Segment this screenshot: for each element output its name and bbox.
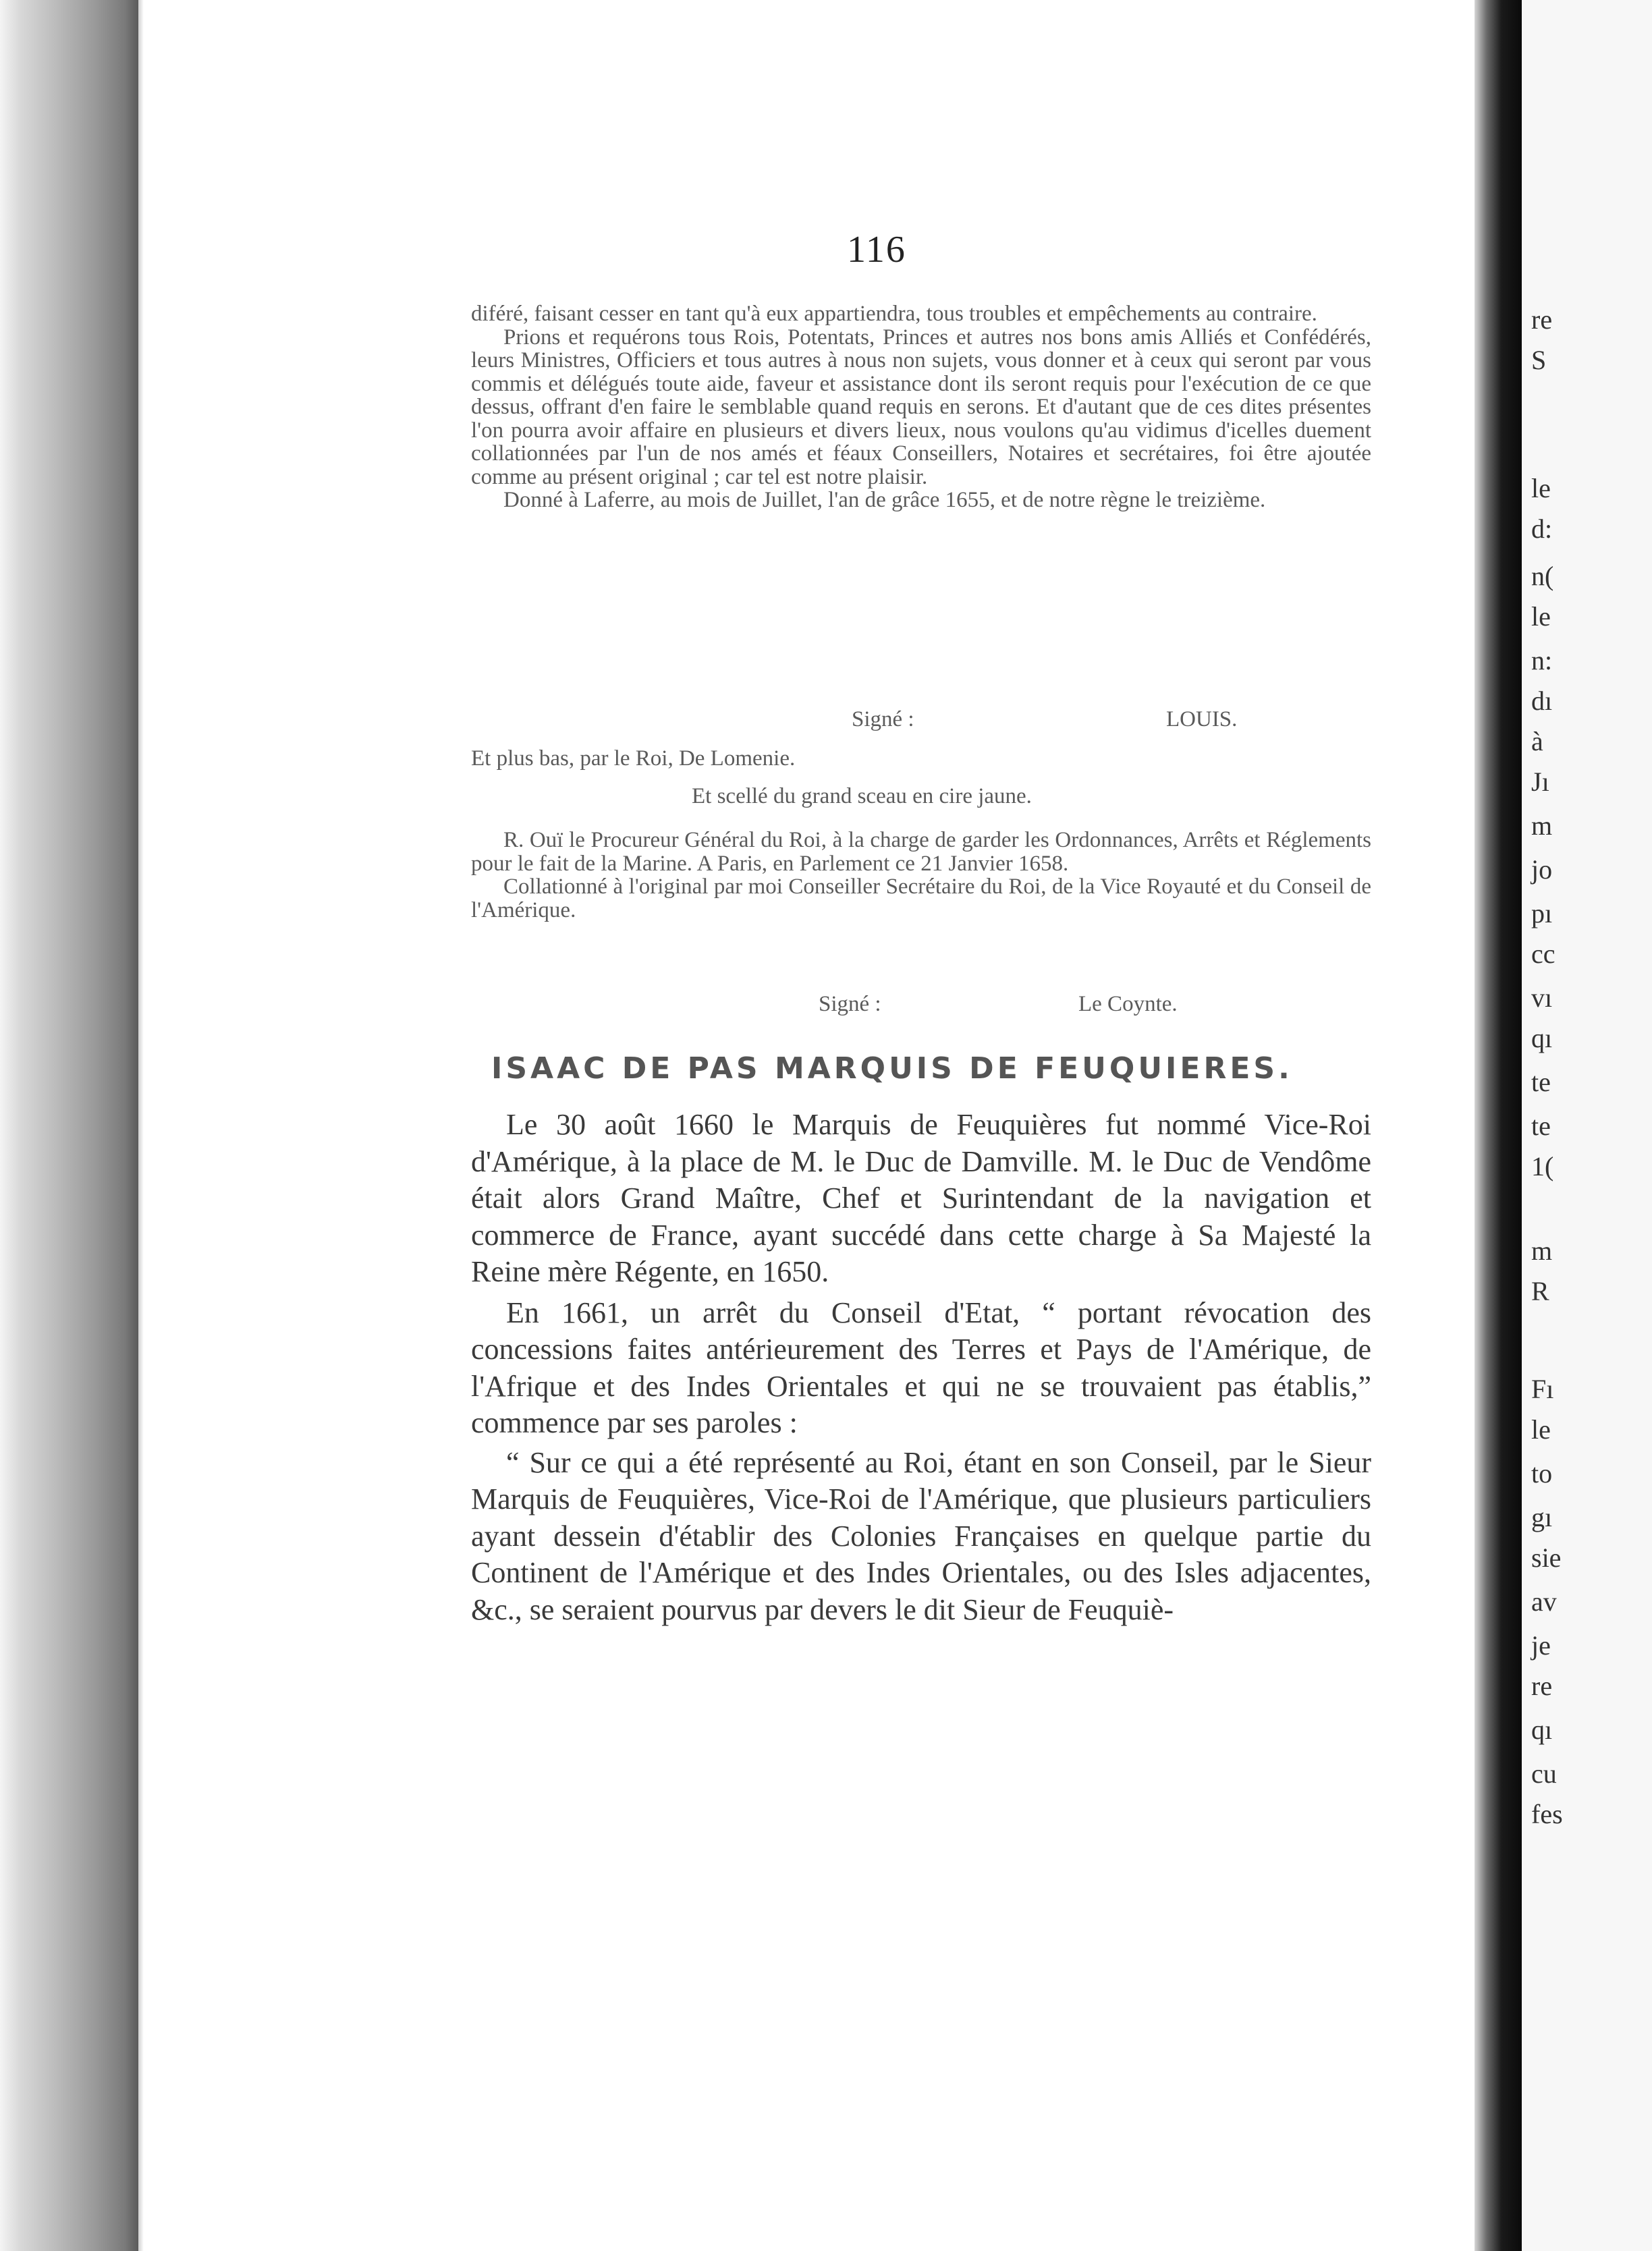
facing-page-fragment: to xyxy=(1531,1458,1553,1489)
facing-page-fragment: m xyxy=(1531,1235,1553,1266)
facing-page-fragment: n( xyxy=(1531,561,1554,591)
facing-page-fragment: cu xyxy=(1531,1758,1557,1789)
body-paragraph: “ Sur ce qui a été représenté au Roi, étant en son Conseil, par le Sieur Marquis de Feuquières, Vice-Roi de l'Amérique, que plusieurs particuliers ayant dessein d'établir des Colonies Françaises en quelque partie du Continent de l'Amérique et des Indes Orientales, ou des Isles adjacentes, &c., se seraient pourvus par devers le dit Sieur de Feuquiè- xyxy=(471,1445,1371,1626)
signature-label: Signé : xyxy=(852,707,914,731)
facing-page-fragment: av xyxy=(1531,1586,1557,1617)
edict-text xyxy=(471,302,1371,512)
facing-page-fragment: re xyxy=(1531,1671,1553,1701)
facing-page-fragment: te xyxy=(1531,1111,1551,1141)
facing-page-fragment: re xyxy=(1531,304,1553,335)
facing-page-edge xyxy=(1522,0,1652,2251)
facing-page-fragment: dı xyxy=(1531,686,1553,716)
book-gutter xyxy=(1475,0,1522,2251)
signature-name: LOUIS. xyxy=(1166,707,1238,731)
registration-paragraph: Collationné à l'original par moi Conseiller Secrétaire du Roi, de la Vice Royauté et du Conseil de l'Amérique. xyxy=(471,874,1371,922)
facing-page-fragment: Fı xyxy=(1531,1374,1554,1404)
signature-name: Le Coynte. xyxy=(1078,992,1178,1016)
facing-page-fragment: fes xyxy=(1531,1799,1563,1829)
body-paragraph: En 1661, un arrêt du Conseil d'Etat, “ portant révocation des concessions faites antérieurement des Terres et Pays de l'Amérique, de l'Afrique et des Indes Orientales et qui ne se trouvaient pas établis,” commence par ses paroles : xyxy=(471,1296,1371,1439)
facing-page-fragment: gı xyxy=(1531,1502,1553,1532)
facing-page-fragment: te xyxy=(1531,1067,1551,1097)
registration-paragraph: R. Ouï le Procureur Général du Roi, à la charge de garder les Ordonnances, Arrêts et Réglements pour le fait de la Marine. A Paris, en Parlement ce 21 Janvier 1658. xyxy=(471,828,1371,876)
registration-text xyxy=(471,829,1371,922)
edict-paragraph: Prions et requérons tous Rois, Potentats, Princes et autres nos bons amis Alliés et Confédérés, leurs Ministres, Officiers et tous autres à nous non sujets, vous donner et à ceux qui seront par vous commis et délégués toute aide, faveur et assistance dont ils seront requis pour l'exécution de ce que dessus, offrant d'en faire le semblable quand requis en serons. Et d'autant que de ces dites présentes l'on pourra avoir affaire en plusieurs et divers lieux, nous voulons qu'au vidimus d'icelles duement collationnées par l'un de nos amés et féaux Conseillers, Notaires et secrétaires, foi être ajoutée comme au présent original ; car tel est notre plaisir. xyxy=(471,325,1371,489)
facing-page-fragment: qı xyxy=(1531,1023,1553,1053)
facing-page-fragment: le xyxy=(1531,1414,1551,1445)
facing-page-fragment: pı xyxy=(1531,898,1553,928)
body-paragraph: Le 30 août 1660 le Marquis de Feuquières fut nommé Vice-Roi d'Amérique, à la place de M. le Duc de Damville. M. le Duc de Vendôme était alors Grand Maître, Chef et Surintendant de la navigation et commerce de France, ayant succédé dans cette charge à Sa Majesté la Reine mère Régente, en 1650. xyxy=(471,1108,1371,1288)
facing-page-fragment: d: xyxy=(1531,513,1553,544)
facing-page-fragment: R xyxy=(1531,1276,1549,1306)
facing-page-fragment: à xyxy=(1531,726,1543,756)
facing-page-fragment: m xyxy=(1531,810,1553,841)
facing-page-fragment: le xyxy=(1531,601,1551,632)
facing-page-fragment: qı xyxy=(1531,1715,1553,1745)
facing-page-fragment: S xyxy=(1531,345,1547,375)
edict-paragraph: Donné à Laferre, au mois de Juillet, l'an de grâce 1655, et de notre règne le treizième. xyxy=(503,488,1266,512)
facing-page-fragment: Jı xyxy=(1531,767,1549,797)
signature-label: Signé : xyxy=(819,992,881,1016)
facing-page-fragment: sie xyxy=(1531,1543,1562,1573)
facing-page-fragment: cc xyxy=(1531,939,1555,969)
facing-page-fragment: vı xyxy=(1531,982,1553,1013)
facing-page-fragment: je xyxy=(1531,1630,1551,1661)
book-binding-spine xyxy=(0,0,138,2251)
body-text xyxy=(471,1107,1371,1628)
seal-line: Et scellé du grand sceau en cire jaune. xyxy=(692,784,1032,808)
facing-page-fragment: n: xyxy=(1531,645,1553,675)
page-edge-shadow xyxy=(138,0,144,2251)
facing-page-fragment: 1( xyxy=(1531,1151,1554,1182)
edict-paragraph: diféré, faisant cesser en tant qu'à eux appartiendra, tous troubles et empêchements au contraire. xyxy=(471,302,1317,326)
page-number: 116 xyxy=(847,229,906,271)
countersignature-line: Et plus bas, par le Roi, De Lomenie. xyxy=(471,746,796,771)
facing-page-fragment: le xyxy=(1531,473,1551,503)
section-heading: ISAAC DE PAS MARQUIS DE FEUQUIERES. xyxy=(491,1051,1293,1086)
facing-page-fragment: jo xyxy=(1531,854,1553,885)
